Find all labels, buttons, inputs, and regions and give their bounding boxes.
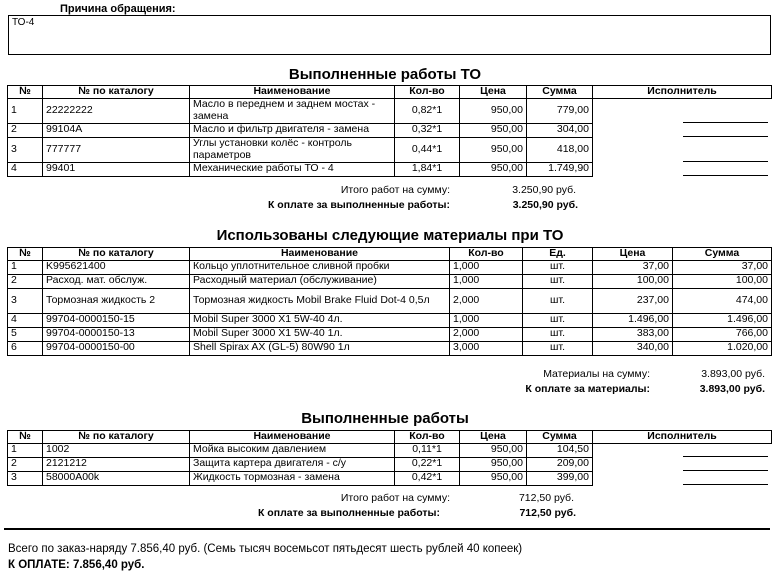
col-header: Кол-во [395,431,460,444]
cell-qty: 3,000 [450,341,523,355]
cell-name: Углы установки колёс - контроль параметров [190,137,395,162]
cell-executor [593,162,772,176]
materials-title: Использованы следующие материалы при ТО [216,227,564,244]
cell-name: Масло в переднем и заднем мостах - замена [190,98,395,123]
works-to-title: Выполненные работы ТО [288,66,482,83]
cell-num: 6 [8,341,43,355]
materials-pay-label: К оплате за материалы: [525,383,650,395]
cell-catalog: 99704-0000150-00 [43,341,190,355]
cell-catalog: Расход. мат. обслуж. [43,274,190,288]
cell-executor [593,457,772,471]
col-header: Кол-во [395,86,460,99]
col-header: № [8,86,43,99]
cell-qty: 0,44*1 [395,137,460,162]
cell-catalog: Тормозная жидкость 2 [43,288,190,313]
col-header: Наименование [190,248,450,261]
works-title: Выполненные работы [301,410,469,427]
cell-sum: 209,00 [527,457,593,471]
cell-name: Механические работы ТО - 4 [190,162,395,176]
cell-num: 1 [8,260,43,274]
works-pay-value: 712,50 руб. [519,507,576,519]
cell-catalog: 22222222 [43,98,190,123]
cell-sum: 1.020,00 [673,341,772,355]
materials-pay-value: 3.893,00 руб. [699,383,765,395]
col-header: Цена [460,86,527,99]
col-header: № по каталогу [43,248,190,261]
cell-qty: 0,42*1 [395,471,460,485]
cell-num: 1 [8,443,43,457]
table-row [8,313,772,327]
table-row [8,274,772,288]
cell-num: 3 [8,137,43,162]
cell-name: Мойка высоким давлением [190,443,395,457]
cell-catalog: 99104A [43,123,190,137]
cell-price: 237,00 [593,288,673,313]
col-header: Исполнитель [593,431,772,444]
cell-num: 2 [8,123,43,137]
works-to-pay-label: К оплате за выполненные работы: [267,199,450,211]
col-header: № [8,248,43,261]
cell-price: 340,00 [593,341,673,355]
table-header-row [8,248,772,261]
cell-executor [593,471,772,485]
materials-total-label: Материалы на сумму: [543,368,650,380]
col-header: Сумма [527,431,593,444]
col-header: Цена [593,248,673,261]
cell-qty: 0,11*1 [395,443,460,457]
reason-label: Причина обращения: [60,3,176,15]
cell-num: 2 [8,457,43,471]
cell-catalog: 2121212 [43,457,190,471]
cell-num: 2 [8,274,43,288]
cell-catalog: 777777 [43,137,190,162]
cell-unit: шт. [523,288,593,313]
cell-unit: шт. [523,327,593,341]
works-total-label: Итого работ на сумму: [340,492,450,504]
col-header: Сумма [673,248,772,261]
cell-sum: 418,00 [527,137,593,162]
cell-catalog: 99704-0000150-13 [43,327,190,341]
cell-qty: 2,000 [450,327,523,341]
table-row [8,288,772,313]
cell-sum: 37,00 [673,260,772,274]
cell-executor [593,443,772,457]
table-header-row [8,431,772,444]
table-row [8,341,772,355]
cell-price: 950,00 [460,123,527,137]
works-to-table [7,85,772,177]
materials-table [7,247,772,356]
cell-price: 383,00 [593,327,673,341]
cell-sum: 104,50 [527,443,593,457]
cell-name: Кольцо уплотнительное сливной пробки [190,260,450,274]
cell-name: Shell Spirax AX (GL-5) 80W90 1л [190,341,450,355]
cell-unit: шт. [523,313,593,327]
cell-unit: шт. [523,274,593,288]
cell-price: 950,00 [460,471,527,485]
cell-catalog: 99704-0000150-15 [43,313,190,327]
cell-catalog: K995621400 [43,260,190,274]
col-header: № по каталогу [43,431,190,444]
table-row [8,162,772,176]
works-to-total-label: Итого работ на сумму: [340,184,450,196]
table-row [8,457,772,471]
cell-price: 37,00 [593,260,673,274]
table-row [8,260,772,274]
cell-sum: 399,00 [527,471,593,485]
table-header-row [8,86,772,99]
cell-price: 950,00 [460,162,527,176]
cell-qty: 0,22*1 [395,457,460,471]
cell-sum: 100,00 [673,274,772,288]
cell-qty: 1,000 [450,313,523,327]
cell-sum: 1.749,90 [527,162,593,176]
cell-name: Тормозная жидкость Mobil Brake Fluid Dot-4 0,5л [190,288,450,313]
cell-name: Расходный материал (обслуживание) [190,274,450,288]
cell-qty: 0,32*1 [395,123,460,137]
cell-price: 100,00 [593,274,673,288]
col-header: № по каталогу [43,86,190,99]
cell-name: Масло и фильтр двигателя - замена [190,123,395,137]
table-row [8,98,772,123]
col-header: Наименование [190,431,395,444]
reason-value: ТО-4 [12,17,35,28]
cell-sum: 304,00 [527,123,593,137]
cell-name: Mobil Super 3000 X1 5W-40 4л. [190,313,450,327]
cell-catalog: 58000A00k [43,471,190,485]
cell-qty: 1,000 [450,260,523,274]
cell-sum: 766,00 [673,327,772,341]
table-row [8,137,772,162]
col-header: Ед. [523,248,593,261]
cell-catalog: 99401 [43,162,190,176]
reason-box [8,15,771,55]
col-header: Сумма [527,86,593,99]
col-header: Исполнитель [593,86,772,99]
table-row [8,443,772,457]
col-header: Кол-во [450,248,523,261]
cell-num: 4 [8,162,43,176]
cell-num: 5 [8,327,43,341]
cell-sum: 474,00 [673,288,772,313]
cell-name: Защита картера двигателя - с/у [190,457,395,471]
cell-price: 950,00 [460,98,527,123]
works-total-value: 712,50 руб. [518,492,574,504]
cell-unit: шт. [523,341,593,355]
cell-price: 950,00 [460,457,527,471]
cell-executor [593,98,772,123]
cell-qty: 0,82*1 [395,98,460,123]
signature-line [683,175,768,176]
divider-line [4,528,770,530]
order-pay-text: К ОПЛАТЕ: 7.856,40 руб. [8,559,145,571]
cell-qty: 2,000 [450,288,523,313]
table-row [8,123,772,137]
table-row [8,327,772,341]
cell-unit: шт. [523,260,593,274]
cell-num: 3 [8,471,43,485]
order-total-text: Всего по заказ-наряду 7.856,40 руб. (Семь тысяч восемьсот пятьдесят шесть рублей 40 копеек) [8,543,523,555]
works-to-total-value: 3.250,90 руб. [512,184,576,196]
cell-executor [593,123,772,137]
works-pay-label: К оплате за выполненные работы: [257,507,440,519]
cell-catalog: 1002 [43,443,190,457]
cell-qty: 1,84*1 [395,162,460,176]
works-table [7,430,772,486]
cell-num: 4 [8,313,43,327]
cell-name: Жидкость тормозная - замена [190,471,395,485]
works-to-pay-value: 3.250,90 руб. [512,199,578,211]
cell-qty: 1,000 [450,274,523,288]
materials-total-value: 3.893,00 руб. [701,368,765,380]
cell-price: 950,00 [460,443,527,457]
cell-name: Mobil Super 3000 X1 5W-40 1л. [190,327,450,341]
col-header: Наименование [190,86,395,99]
col-header: № [8,431,43,444]
col-header: Цена [460,431,527,444]
cell-num: 1 [8,98,43,123]
table-row [8,471,772,485]
cell-sum: 779,00 [527,98,593,123]
cell-price: 1.496,00 [593,313,673,327]
cell-num: 3 [8,288,43,313]
signature-line [683,484,768,485]
cell-price: 950,00 [460,137,527,162]
cell-sum: 1.496,00 [673,313,772,327]
cell-executor [593,137,772,162]
